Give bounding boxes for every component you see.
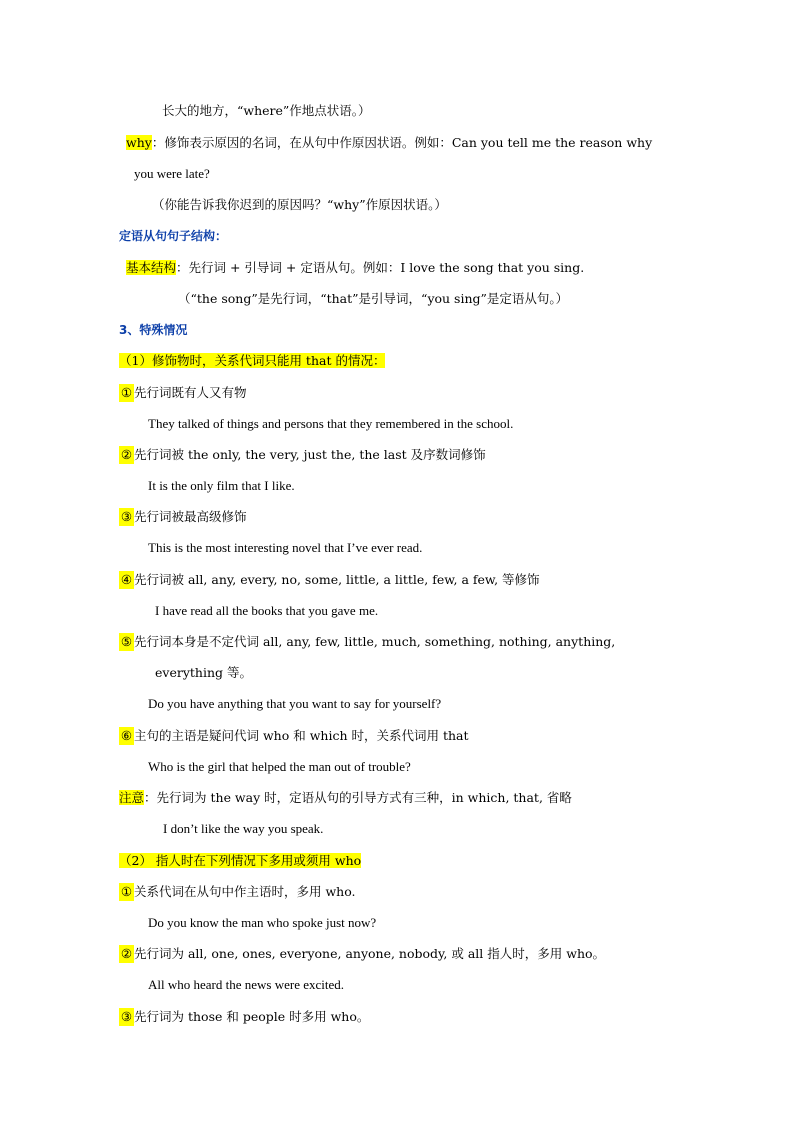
translation-line: （“the song”是先行词，“that”是引导词，“you sing”是定语从句。） [178,291,569,306]
rule-text: 主句的主语是疑问代词 who 和 which 时，关系代词用 that [134,728,469,743]
example-line: It is the only film that I like. [148,478,295,493]
text-line: 长大的地方，“where”作地点状语。） [162,103,371,118]
why-description: ：修饰表示原因的名词，在从句中作原因状语。例如：Can you tell me the reason why [151,135,653,150]
rule-item [119,508,247,526]
rule-text: 先行词被 all, any, every, no, some, little, a little, few, a few, 等修饰 [134,572,540,587]
rule-text: 先行词为 those 和 people 时多用 who。 [134,1009,370,1024]
circled-number: ③ [120,1009,133,1024]
why-paragraph [126,134,652,152]
rule-item [119,727,469,745]
subsection-title: （1）修饰物时，关系代词只能用 that 的情况： [119,353,386,368]
rule-item [119,1008,369,1026]
circled-number: ① [120,385,133,400]
rule-text: 先行词本身是不定代词 all, any, few, little, much, something, nothing, anything, [134,634,616,649]
rule-item [119,883,356,901]
subsection-heading [119,352,385,370]
example-line: I have read all the books that you gave me. [155,603,379,618]
circled-number: ③ [120,509,133,524]
example-line: Do you have anything that you want to say for yourself? [148,696,442,711]
subsection-heading [119,852,361,870]
section-heading: 3、特殊情况 [119,323,188,337]
basic-structure-paragraph [126,259,584,277]
circled-number: ④ [120,572,133,587]
rule-text: 先行词被 the only, the very, just the, the last 及序数词修饰 [134,447,486,462]
rule-item [119,945,605,963]
rule-item [119,633,615,651]
rule-item [119,571,540,589]
example-line: This is the most interesting novel that I’ve ever read. [148,540,423,555]
subsection-title: （2） 指人时在下列情况下多用或须用 who [119,853,362,868]
why-label: why [126,135,152,150]
translation-line: （你能告诉我你迟到的原因吗？“why”作原因状语。） [152,197,447,212]
rule-text-continued: everything 等。 [155,665,252,680]
example-line: Do you know the man who spoke just now? [148,915,377,930]
basic-structure-label: 基本结构 [126,260,177,275]
circled-number: ① [120,884,133,899]
circled-number: ② [120,447,133,462]
example-line: They talked of things and persons that they remembered in the school. [148,416,514,431]
rule-text: 先行词既有人又有物 [134,385,247,400]
rule-item [119,384,247,402]
note-label: 注意 [119,790,145,805]
basic-structure-description: ：先行词 + 引导词 + 定语从句。例如：I love the song that you sing. [176,260,585,275]
rule-text: 先行词为 all, one, ones, everyone, anyone, nobody, 或 all 指人时，多用 who。 [134,946,606,961]
circled-number: ⑥ [120,728,133,743]
circled-number: ② [120,946,133,961]
rule-text: 先行词被最高级修饰 [134,509,247,524]
note-paragraph [119,789,572,807]
example-line: Who is the girl that helped the man out of trouble? [148,759,411,774]
circled-number: ⑤ [120,634,133,649]
example-line: All who heard the news were excited. [148,977,345,992]
example-line: I don’t like the way you speak. [163,821,324,836]
example-line: you were late? [134,166,210,181]
section-heading: 定语从句句子结构： [119,229,228,243]
rule-text: 关系代词在从句中作主语时，多用 who. [134,884,356,899]
note-text: ：先行词为 the way 时，定语从句的引导方式有三种，in which, that, 省略 [144,790,572,805]
rule-item [119,446,486,464]
